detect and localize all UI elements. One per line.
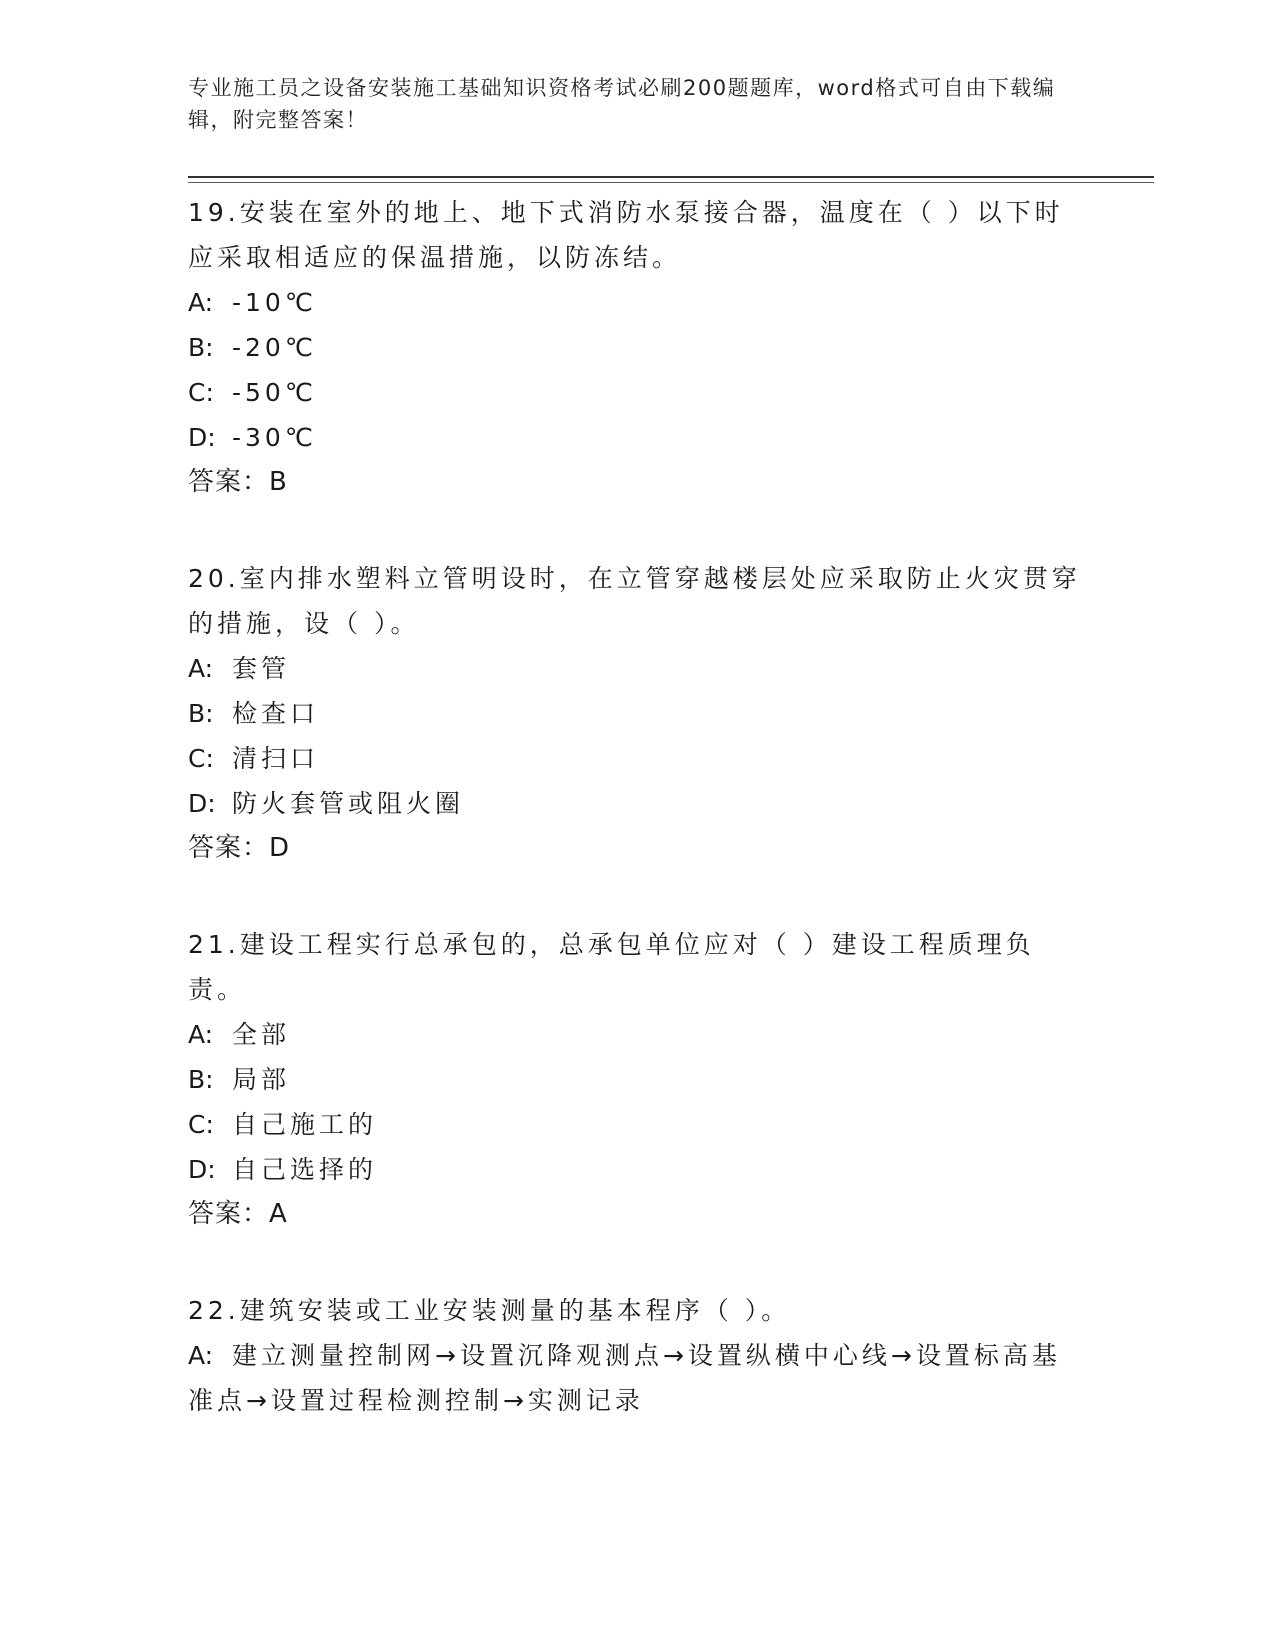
option-d bbox=[188, 415, 1088, 460]
option-text: 局部 bbox=[232, 1065, 291, 1094]
header-divider-thin bbox=[188, 182, 1154, 183]
option-a bbox=[188, 1333, 1088, 1423]
option-letter: A: bbox=[188, 288, 214, 317]
document-header: 专业施工员之设备安装施工基础知识资格考试必刷200题题库，word格式可自由下载编辑，附完整答案！ bbox=[188, 76, 1056, 132]
option-c bbox=[188, 370, 1088, 415]
option-text: 套管 bbox=[232, 654, 291, 683]
option-text: 建立测量控制网→设置沉降观测点→设置纵横中心线→设置标高基准点→设置过程检测控制→实测记录 bbox=[188, 1341, 1061, 1415]
option-letter: D: bbox=[188, 789, 216, 818]
option-c bbox=[188, 1102, 1088, 1147]
question-19 bbox=[188, 190, 1088, 504]
question-stem: 19.安装在室外的地上、地下式消防水泵接合器，温度在（ ）以下时应采取相适应的保温措施，以防冻结。 bbox=[188, 198, 1064, 272]
answer-label: 答案：D bbox=[188, 833, 291, 863]
option-letter: B: bbox=[188, 699, 214, 728]
option-letter: D: bbox=[188, 423, 216, 452]
option-a bbox=[188, 646, 1088, 691]
option-letter: B: bbox=[188, 1065, 214, 1094]
answer-label: 答案：A bbox=[188, 1199, 288, 1229]
answer-label: 答案：B bbox=[188, 467, 288, 497]
option-letter: A: bbox=[188, 1341, 214, 1370]
question-list bbox=[188, 190, 1088, 1475]
option-text: 检查口 bbox=[232, 699, 320, 728]
option-text: 自己施工的 bbox=[232, 1110, 378, 1139]
option-text: 防火套管或阻火圈 bbox=[232, 789, 465, 818]
option-c bbox=[188, 736, 1088, 781]
option-letter: C: bbox=[188, 1110, 214, 1139]
question-stem: 20.室内排水塑料立管明设时，在立管穿越楼层处应采取防止火灾贯穿的措施，设（ ）。 bbox=[188, 564, 1081, 638]
option-d bbox=[188, 1147, 1088, 1192]
option-text: -50℃ bbox=[232, 378, 317, 407]
question-21 bbox=[188, 922, 1088, 1236]
option-text: -20℃ bbox=[232, 333, 317, 362]
question-20 bbox=[188, 556, 1088, 870]
option-letter: D: bbox=[188, 1155, 216, 1184]
question-22 bbox=[188, 1288, 1088, 1423]
option-letter: B: bbox=[188, 333, 214, 362]
option-letter: A: bbox=[188, 1020, 214, 1049]
option-b bbox=[188, 325, 1088, 370]
option-letter: C: bbox=[188, 378, 214, 407]
option-text: -30℃ bbox=[232, 423, 317, 452]
option-letter: A: bbox=[188, 654, 214, 683]
option-a bbox=[188, 1012, 1088, 1057]
option-text: 全部 bbox=[232, 1020, 291, 1049]
option-text: 清扫口 bbox=[232, 744, 320, 773]
question-stem: 22.建筑安装或工业安装测量的基本程序（ ）。 bbox=[188, 1296, 791, 1325]
option-text: -10℃ bbox=[232, 288, 317, 317]
option-letter: C: bbox=[188, 744, 214, 773]
option-b bbox=[188, 691, 1088, 736]
question-stem: 21.建设工程实行总承包的，总承包单位应对（ ）建设工程质理负责。 bbox=[188, 930, 1035, 1004]
header-divider-thick bbox=[188, 176, 1154, 178]
option-d bbox=[188, 781, 1088, 826]
option-text: 自己选择的 bbox=[232, 1155, 378, 1184]
option-b bbox=[188, 1057, 1088, 1102]
option-a bbox=[188, 280, 1088, 325]
